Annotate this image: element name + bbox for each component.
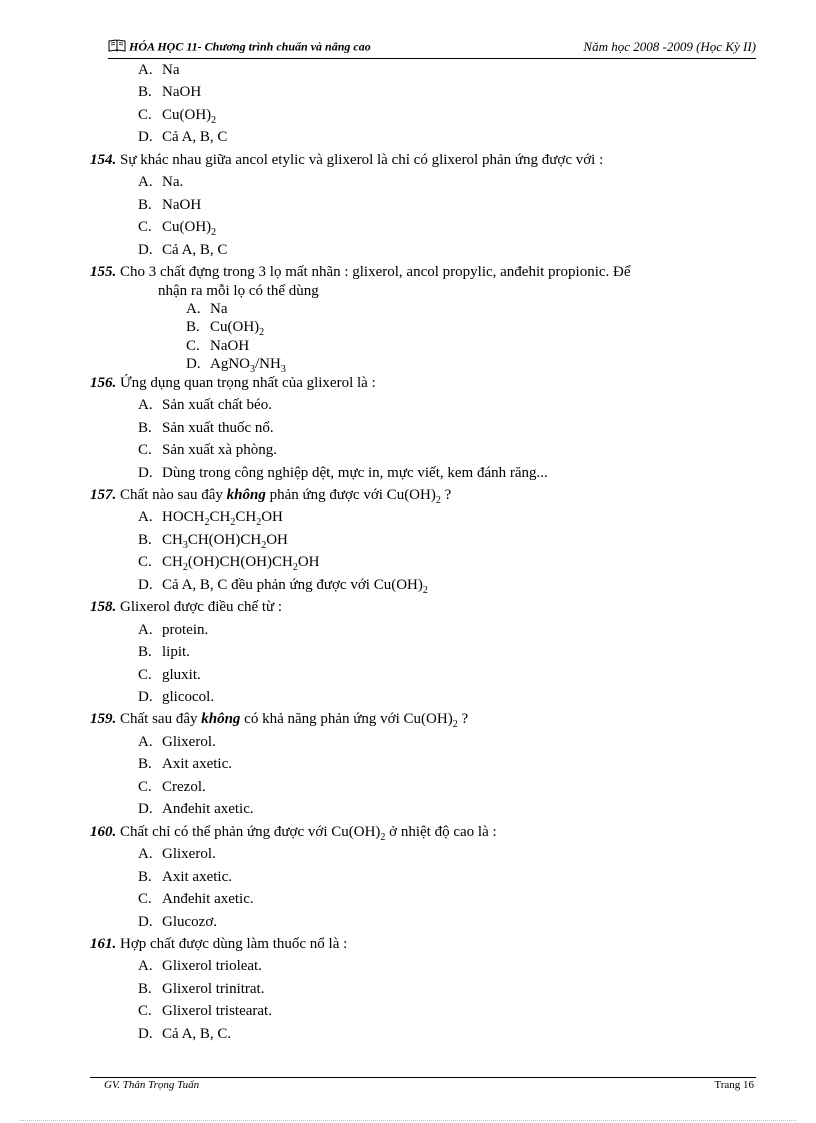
- option-a: A. Glixerol.: [138, 846, 216, 862]
- option-b: B. Axit axetic.: [138, 869, 232, 885]
- option-c: C. Anđehit axetic.: [138, 891, 254, 907]
- option-c: C. gluxit.: [138, 667, 201, 683]
- footer-rule: [90, 1077, 756, 1078]
- header-left-text: HÓA HỌC 11- Chương trình chuẩn và nâng cao: [129, 39, 371, 54]
- option-c: C. Glixerol tristearat.: [138, 1003, 272, 1019]
- header-rule: [108, 58, 756, 59]
- option-b: B. lipit.: [138, 644, 190, 660]
- option-a: A. Sản xuất chất béo.: [138, 397, 272, 413]
- option-a: A. Glixerol trioleat.: [138, 958, 262, 974]
- option-d: D. Cả A, B, C: [138, 242, 228, 258]
- header-school-year: Năm học 2008 -2009 (Học Kỳ II): [583, 39, 756, 54]
- footer-page-number: Trang 16: [714, 1079, 754, 1091]
- option-a: A. Glixerol.: [138, 734, 216, 750]
- option-b: B. Axit axetic.: [138, 756, 232, 772]
- question-161: 161. Hợp chất được dùng làm thuốc nổ là :: [90, 936, 348, 952]
- option-c: C. $Cu(OH)_2$: [138, 107, 217, 126]
- option-d: D. Dùng trong công nghiệp dệt, mực in, mực viết, kem đánh răng...: [138, 465, 548, 481]
- question-157: 157. Chất nào sau đây không phản ứng được với $Cu(OH)_2$ ?: [90, 487, 452, 506]
- option-c: C. NaOH: [186, 338, 250, 354]
- option-b: B. $CH_3CH(OH)CH_2OH$: [138, 532, 288, 551]
- option-a: A. Na.: [138, 174, 184, 190]
- option-d: D. Cả A, B, C đều phản ứng được với $Cu(OH)_2$: [138, 577, 428, 596]
- option-d: D. Anđehit axetic.: [138, 801, 254, 817]
- question-155: 155. Cho 3 chất đựng trong 3 lọ mất nhãn : glixerol, ancol propylic, anđehit propionic. Để: [90, 264, 631, 280]
- option-b: B. Glixerol trinitrat.: [138, 981, 265, 997]
- option-c: C. $CH_2(OH)CH(OH)CH_2OH$: [138, 554, 320, 573]
- page-header: [108, 39, 756, 57]
- question-156: 156. Ứng dụng quan trọng nhất của glixerol là :: [90, 375, 376, 391]
- question-160: 160. Chất chỉ có thể phản ứng được với $Cu(OH)_2$ ở nhiệt độ cao là :: [90, 824, 497, 843]
- option-a: A. $HOCH_2CH_2CH_2OH$: [138, 509, 283, 528]
- book-icon: [108, 39, 126, 56]
- question-159: 159. Chất sau đây không có khả năng phản ứng với $Cu(OH)_2$ ?: [90, 711, 469, 730]
- option-b: B. NaOH: [138, 197, 202, 213]
- option-a: A. Na: [138, 62, 180, 78]
- footer-author: GV. Thân Trọng Tuấn: [104, 1079, 200, 1091]
- question-155-continuation: nhận ra mỗi lọ có thể dùng: [158, 283, 319, 299]
- option-b: B. $Cu(OH)_2$: [186, 319, 265, 338]
- option-d: D. Glucozơ.: [138, 914, 217, 930]
- option-a: A. Na: [186, 301, 228, 317]
- option-d: D. glicocol.: [138, 689, 215, 705]
- option-a: A. protein.: [138, 622, 209, 638]
- option-d: D. $AgNO_3/NH_3$: [186, 356, 286, 375]
- option-b: B. Sản xuất thuốc nổ.: [138, 420, 274, 436]
- header-course-title: [108, 39, 371, 56]
- page-bottom-dotted-line: [20, 1120, 796, 1121]
- question-158: 158. Glixerol được điều chế từ :: [90, 599, 283, 615]
- question-154: 154. Sự khác nhau giữa ancol etylic và glixerol là chỉ có glixerol phản ứng được với :: [90, 152, 604, 168]
- option-c: C. Sản xuất xà phòng.: [138, 442, 277, 458]
- option-b: B. NaOH: [138, 84, 202, 100]
- option-c: C. Crezol.: [138, 779, 206, 795]
- option-d: D. Cả A, B, C.: [138, 1026, 232, 1042]
- option-c: C. $Cu(OH)_2$: [138, 219, 217, 238]
- option-d: D. Cả A, B, C: [138, 129, 228, 145]
